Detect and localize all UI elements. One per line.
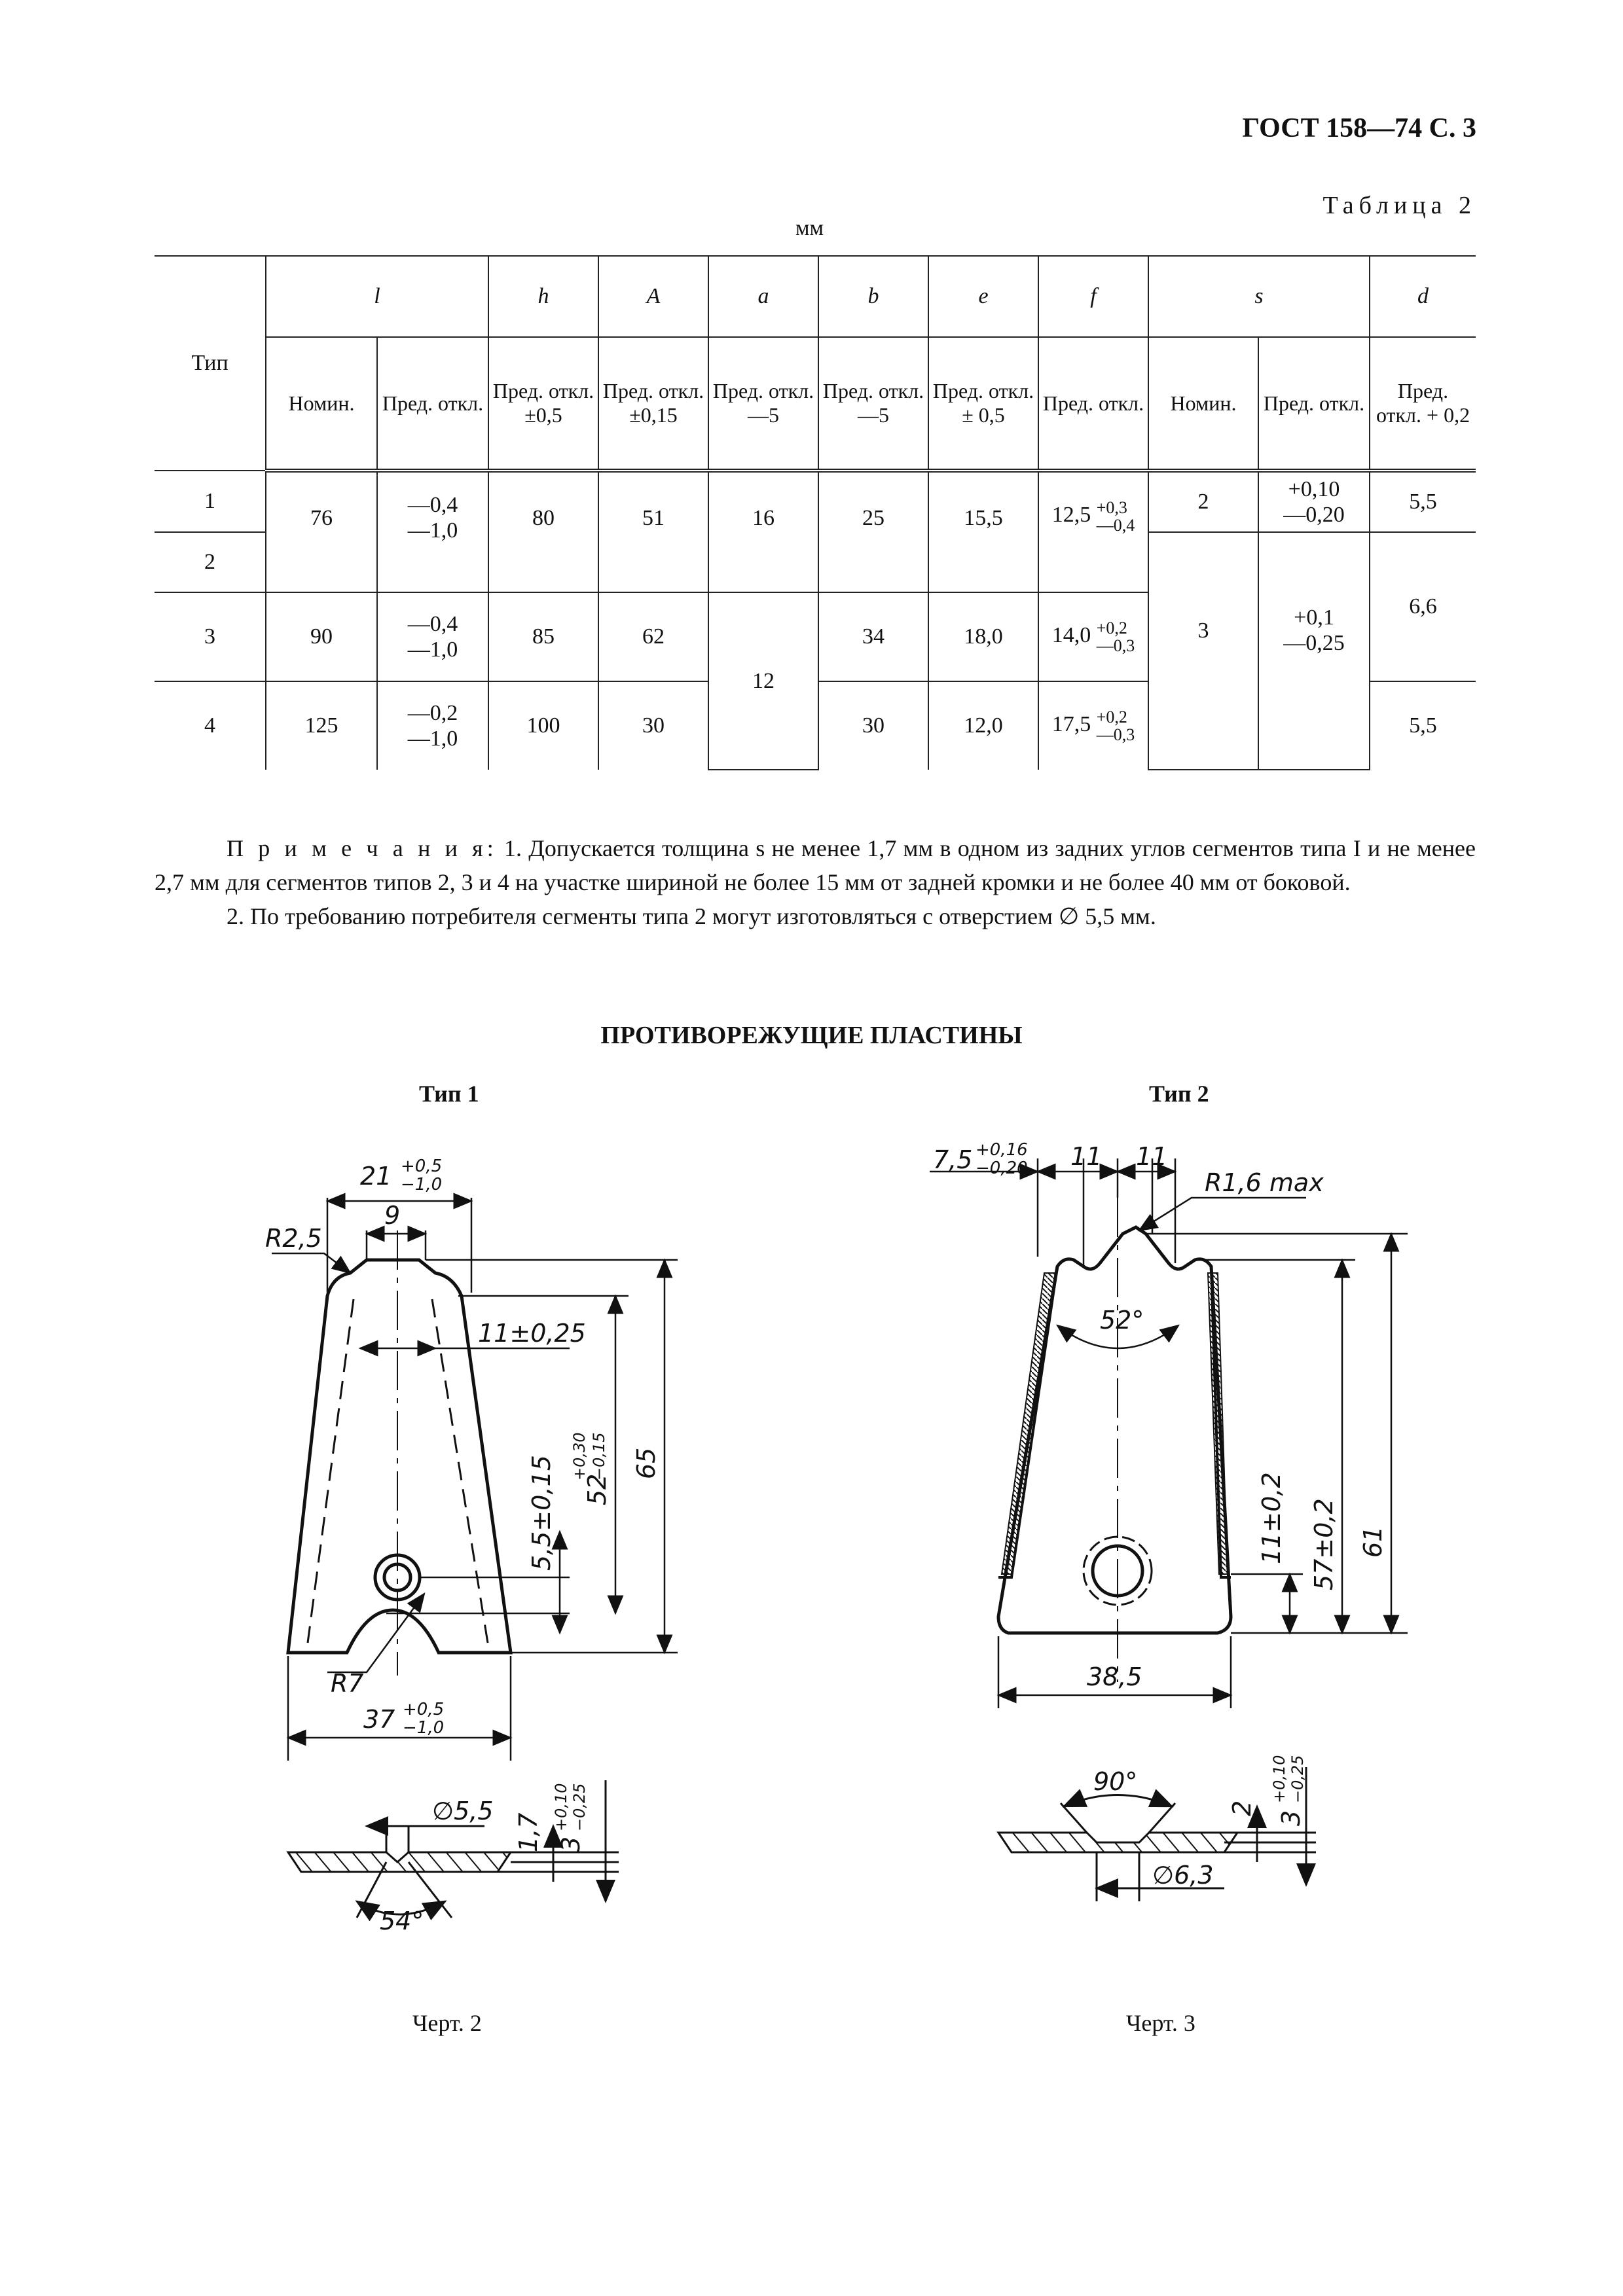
dim-half2: 11 (1136, 1142, 1168, 1171)
drawing-caption-2: Черт. 2 (412, 2010, 482, 2036)
cell-A: 51 (598, 471, 708, 592)
dim-hole-d2: ∅6,3 (1152, 1861, 1214, 1890)
svg-text:3: 3 (1277, 1810, 1305, 1826)
col-d: d (1370, 256, 1476, 337)
col-e: e (928, 256, 1038, 337)
sub-s-dev: Пред. откл. (1258, 337, 1370, 471)
drawing-type1 (288, 1230, 511, 1676)
cell-d: 5,5 (1370, 681, 1476, 770)
dim-hole-d: ∅5,5 (432, 1797, 494, 1825)
cell-f: 12,5 +0,3 —0,4 (1038, 471, 1148, 592)
cell-l-dev: —0,2 —1,0 (377, 681, 488, 770)
dim-mid-h: 52 (583, 1473, 611, 1505)
cell-b: 34 (818, 592, 928, 681)
sub-h-dev: Пред. откл. ±0,5 (488, 337, 598, 471)
table-caption: Таблица 2 (1322, 192, 1476, 219)
dim-text-type1 (265, 1157, 661, 1738)
dim-height2: 61 (1359, 1526, 1387, 1558)
dim-radius: R2,5 (265, 1224, 322, 1253)
type1-label: Тип 1 (419, 1081, 479, 1107)
dim-top-width: 21 (360, 1162, 392, 1191)
cell-tip: 2 (155, 532, 266, 592)
cell-e: 18,0 (928, 592, 1038, 681)
sub-f-dev: Пред. откл. (1038, 337, 1148, 471)
svg-text:+0,30: +0,30 (570, 1432, 589, 1480)
section-text-type2 (1093, 1755, 1307, 1890)
svg-text:2: 2 (1228, 1800, 1256, 1816)
cell-A: 62 (598, 592, 708, 681)
svg-text:−0,15: −0,15 (590, 1432, 608, 1480)
dim-hole-pos: 5,5±0,15 (527, 1455, 556, 1571)
sub-d-dev: Пред. откл. + 0,2 (1370, 337, 1476, 471)
dim-width2: 38,5 (1087, 1662, 1142, 1691)
note-1: П р и м е ч а н и я: 1. Допускается толщина s не менее 1,7 мм в одном из задних углов сегментов типа I и не менее 2,7 мм для сегментов типов 2, 3 и 4 на участке шириной не более 15 мм от задней кромки и не более 40 мм от боковой. (155, 835, 1476, 896)
cell-tip: 4 (155, 681, 266, 770)
cell-tip: 1 (155, 471, 266, 532)
svg-text:1,7: 1,7 (514, 1812, 543, 1852)
dim-height: 65 (632, 1447, 661, 1479)
cell-b: 30 (818, 681, 928, 770)
cell-l: 125 (266, 681, 377, 770)
page-header: ГОСТ 158—74 С. 3 (1242, 113, 1476, 143)
cell-l: 76 (266, 471, 377, 592)
table-units: мм (795, 216, 824, 240)
dim-mid-h2: 57±0,2 (1309, 1498, 1338, 1590)
cell-b: 25 (818, 471, 928, 592)
svg-text:+0,10: +0,10 (1270, 1755, 1288, 1803)
cell-h: 100 (488, 681, 598, 770)
sub-s-nom: Номин. (1148, 337, 1258, 471)
svg-text:−0,25: −0,25 (570, 1783, 589, 1831)
sub-l-nom: Номин. (266, 337, 377, 471)
cell-a: 12 (708, 592, 818, 770)
cell-l-dev: —0,4 —1,0 (377, 471, 488, 592)
dim-inner: 11±0,25 (478, 1319, 586, 1348)
svg-text:−0,20: −0,20 (976, 1158, 1028, 1178)
cell-h: 80 (488, 471, 598, 592)
plate-outline-1 (288, 1260, 511, 1653)
col-tip: Тип (155, 256, 266, 471)
dim-angle: 54° (380, 1907, 424, 1935)
cell-f: 14,0 +0,2 —0,3 (1038, 592, 1148, 681)
cell-h: 85 (488, 592, 598, 681)
svg-text:+0,5: +0,5 (403, 1700, 445, 1719)
cell-l: 90 (266, 592, 377, 681)
cell-tip: 3 (155, 592, 266, 681)
dim-notch: 9 (384, 1201, 401, 1230)
col-a: a (708, 256, 818, 337)
dim-offset: 7,5 (933, 1145, 973, 1174)
dim-bottom-width: 37 (363, 1705, 395, 1734)
cell-l-dev: —0,4 —1,0 (377, 592, 488, 681)
cell-s-dev: +0,1 —0,25 (1258, 532, 1370, 770)
cell-s-dev: +0,10 —0,20 (1258, 471, 1370, 532)
sub-b-dev: Пред. откл. —5 (818, 337, 928, 471)
sub-e-dev: Пред. откл. ± 0,5 (928, 337, 1038, 471)
dim-hole-pos2: 11±0,2 (1257, 1472, 1286, 1564)
type2-label: Тип 2 (1149, 1081, 1209, 1107)
sub-a-dev: Пред. откл. —5 (708, 337, 818, 471)
svg-text:+0,16: +0,16 (976, 1140, 1028, 1160)
drawing-type2 (998, 1198, 1231, 1682)
cell-s: 3 (1148, 532, 1258, 770)
col-A: A (598, 256, 708, 337)
dim-angle-section: 90° (1093, 1767, 1138, 1796)
col-l: l (266, 256, 488, 337)
section-title: ПРОТИВОРЕЖУЩИЕ ПЛАСТИНЫ (600, 1022, 1023, 1049)
svg-text:+0,10: +0,10 (552, 1783, 570, 1831)
col-b: b (818, 256, 928, 337)
cell-a: 16 (708, 471, 818, 592)
dim-half1: 11 (1070, 1142, 1103, 1171)
sub-A-dev: Пред. откл. ±0,15 (598, 337, 708, 471)
col-s: s (1148, 256, 1370, 337)
cell-A: 30 (598, 681, 708, 770)
cell-d: 6,6 (1370, 532, 1476, 681)
cell-s: 2 (1148, 471, 1258, 532)
svg-text:+0,5: +0,5 (401, 1157, 443, 1176)
col-h: h (488, 256, 598, 337)
svg-text:3: 3 (556, 1836, 585, 1852)
cell-e: 15,5 (928, 471, 1038, 592)
cell-d: 5,5 (1370, 471, 1476, 532)
dim-radius2: R1,6 max (1205, 1168, 1324, 1197)
dim-angle-top: 52° (1100, 1306, 1144, 1335)
dim-bottom-r: R7 (331, 1669, 364, 1698)
col-f: f (1038, 256, 1148, 337)
cell-f: 17,5 +0,2 —0,3 (1038, 681, 1148, 770)
svg-text:−1,0: −1,0 (401, 1175, 443, 1194)
sub-l-dev: Пред. откл. (377, 337, 488, 471)
note-2: 2. По требованию потребителя сегменты типа 2 могут изготовляться с отверстием ∅ 5,5 мм. (227, 903, 1156, 930)
svg-text:−1,0: −1,0 (403, 1718, 445, 1738)
cell-e: 12,0 (928, 681, 1038, 770)
svg-text:−0,25: −0,25 (1288, 1755, 1307, 1803)
drawing-caption-3: Черт. 3 (1126, 2010, 1195, 2036)
